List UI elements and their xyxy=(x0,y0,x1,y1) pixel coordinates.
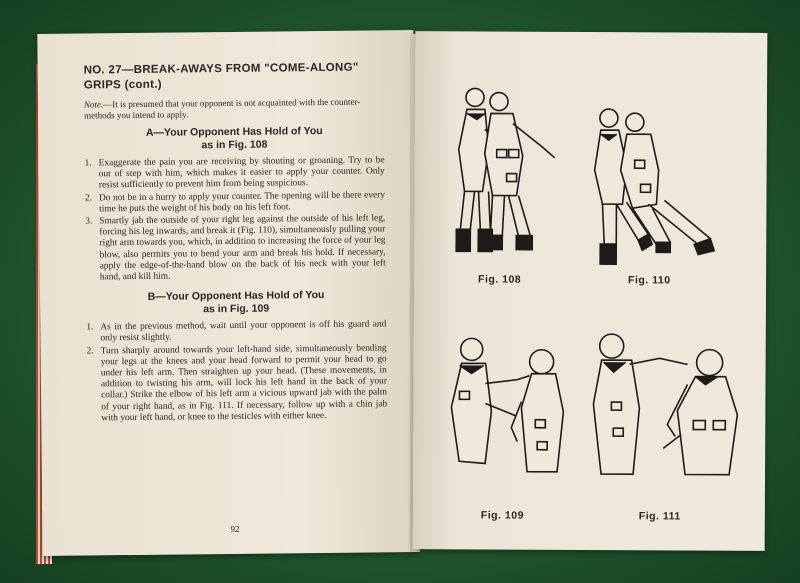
left-page-content xyxy=(84,60,388,425)
step-text: Exaggerate the pain you are receiving by shouting or groaning. Try to be out of step with him, which makes it easier to apply your counter. Only resist sufficiently to prevent him from being suspicious. xyxy=(98,155,385,191)
page-number: 92 xyxy=(230,523,240,534)
figure-111-caption: Fig. 111 xyxy=(638,510,681,523)
step-text: Smartly jab the outside of your right leg against the outside of his left leg, forcing his leg inwards, and break it (Fig. 110), simultaneously pulling your right arm towards you, which, in addition to increasing the force of your leg blow, also permits you to bend your arm and break his hold. If necessary, apply the edge-of-the-hand blow on the back of his neck with your left hand, and kill him. xyxy=(99,213,386,283)
step-text: Do not be in a hurry to apply your counter. The opening will be there every time he puts the weight of his body on his left foot. xyxy=(98,189,386,215)
step-number: 3. xyxy=(85,216,93,227)
note-text: —It is presumed that your opponent is not acquainted with the counter-methods you intend to apply. xyxy=(84,96,361,121)
right-page xyxy=(413,31,768,551)
figure-108-caption: Fig. 108 xyxy=(478,273,522,286)
section-b-title-line-1: B—Your Opponent Has Hold of You xyxy=(147,289,325,304)
section-a-title-line-2: as in Fig. 108 xyxy=(201,138,268,152)
step-number: 2. xyxy=(84,193,93,204)
note xyxy=(84,96,384,121)
heading-line-1: NO. 27—BREAK-AWAYS FROM "COME-ALONG" xyxy=(83,61,359,77)
list-item xyxy=(86,320,386,346)
step-number: 1. xyxy=(84,158,92,169)
figure-111-illustration xyxy=(589,324,750,495)
note-label: Note. xyxy=(83,99,104,110)
list-item xyxy=(85,213,386,283)
section-a-title xyxy=(84,124,384,153)
open-book xyxy=(14,24,782,564)
section-a-steps xyxy=(85,155,386,283)
section-b-title-line-2: as in Fig. 109 xyxy=(203,302,270,316)
figure-110-caption: Fig. 110 xyxy=(628,274,671,287)
step-text: As in the previous method, wait until your opponent is off his guard and only resist slightly. xyxy=(100,319,387,344)
left-page xyxy=(37,30,418,556)
figure-108-illustration xyxy=(436,79,577,270)
section-b-steps xyxy=(86,320,387,425)
heading-line-2: GRIPS (cont.) xyxy=(83,78,162,92)
section-b-title xyxy=(86,289,386,318)
figure-109-caption: Fig. 109 xyxy=(480,509,524,522)
section-a-title-line-1: A—Your Opponent Has Hold of You xyxy=(145,124,323,139)
list-item xyxy=(85,190,385,216)
figure-110-illustration xyxy=(586,104,737,275)
step-text: Turn sharply around towards your left-hand side, simultaneously bending your legs at the knees and your head forward to permit your head to go under his left arm. Then straighten up your head. (These movements, in addition to twisting his arm, will lock his left hand in the back of your collar.) Strike the elbow of his left arm a vicious upward jab with the palm of your right hand, as in Fig. 111. If necessary, follow up with a chin jab with your left hand, or knee to the testicles with either knee. xyxy=(100,342,388,424)
list-item xyxy=(87,343,388,425)
page-heading xyxy=(84,60,384,93)
figure-109-illustration xyxy=(437,331,588,492)
step-number: 2. xyxy=(86,346,94,357)
list-item xyxy=(85,155,385,192)
step-number: 1. xyxy=(86,322,94,333)
